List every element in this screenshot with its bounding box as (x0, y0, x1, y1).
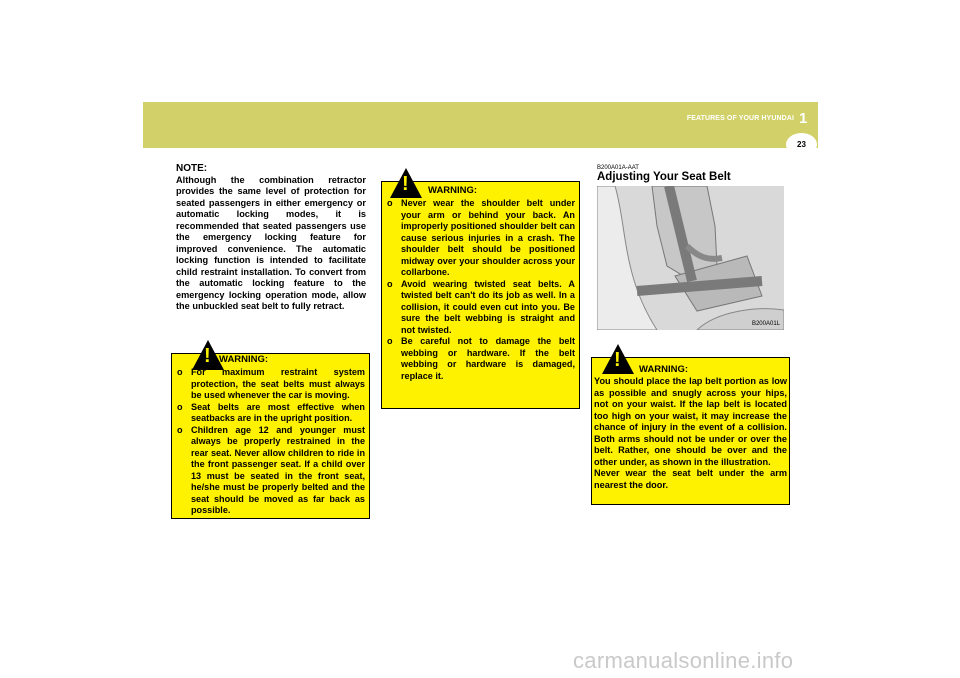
warning-box-middle (381, 173, 580, 409)
chapter-number: 1 (799, 110, 808, 127)
warning-text: You should place the lap belt portion as low as possible and snugly across your hips, not on your waist. If the lap belt is located too high on your waist, it may increase the chance of injury in the event of a collision. Both arms should not be under or over the belt. Rather, one should be over and the other under, as shown in the illustration. Never wear the seat belt under the arm nearest the door. (594, 376, 787, 490)
list-item: o Be careful not to damage the belt webbing or hardware. If the belt webbing or hardware is damaged, replace it. (387, 336, 575, 381)
warning-list (177, 367, 365, 517)
warning-list (387, 198, 575, 382)
warning-title: WARNING: (639, 364, 689, 375)
list-item: o Never wear the shoulder belt under your arm or behind your back. An improperly positioned shoulder belt can cause serious injuries in a crash. The shoulder belt should be positioned midway over your shoulder across your collarbone. (387, 198, 575, 277)
page-number: 23 (786, 133, 817, 156)
illustration-code: B200A01L (751, 321, 780, 327)
section-code: B200A01A-AAT (597, 165, 639, 171)
note-block (176, 163, 366, 313)
section-header-title: FEATURES OF YOUR HYUNDAI (686, 115, 794, 122)
list-item: o Avoid wearing twisted seat belts. A twisted belt can't do its job as well. In a collision, it could even cut into you. Be sure the belt webbing is straight and not twisted. (387, 278, 575, 335)
seat-belt-illustration (597, 186, 784, 330)
note-text: Although the combination retractor provides the same level of protection for seated passengers in either emergency or automatic locking modes, it is recommended that seated passengers use the emergency locking feature for improved convenience. The automatic locking function is intended to facilitate child restraint installation. To convert from the automatic locking feature to the emergency locking operation mode, allow the unbuckled seat belt to fully retract. (176, 174, 366, 311)
warning-title: WARNING: (219, 354, 269, 365)
warning-title: WARNING: (428, 185, 478, 196)
warning-icon: ! (390, 168, 422, 198)
warning-box-left (171, 345, 370, 519)
header-band (143, 102, 818, 148)
warning-box-right (591, 349, 790, 505)
section-title: Adjusting Your Seat Belt (597, 171, 731, 183)
warning-icon: ! (602, 344, 634, 374)
seat-belt-drawing (597, 186, 784, 330)
list-item: o Children age 12 and younger must always be properly restrained in the rear seat. Never allow children to ride in the front passenger seat. If a child over 13 must be seated in the front seat, he/she must be properly belted and the seat should be moved as far back as possible. (177, 424, 365, 515)
warning-icon: ! (192, 340, 224, 370)
footer-watermark: carmanualsonline.info (573, 648, 794, 673)
list-item: o For maximum restraint system protection, the seat belts must always be used whenever the car is moving. (177, 367, 365, 400)
list-item: o Seat belts are most effective when seatbacks are in the upright position. (177, 401, 365, 423)
note-title: NOTE: (176, 163, 208, 174)
